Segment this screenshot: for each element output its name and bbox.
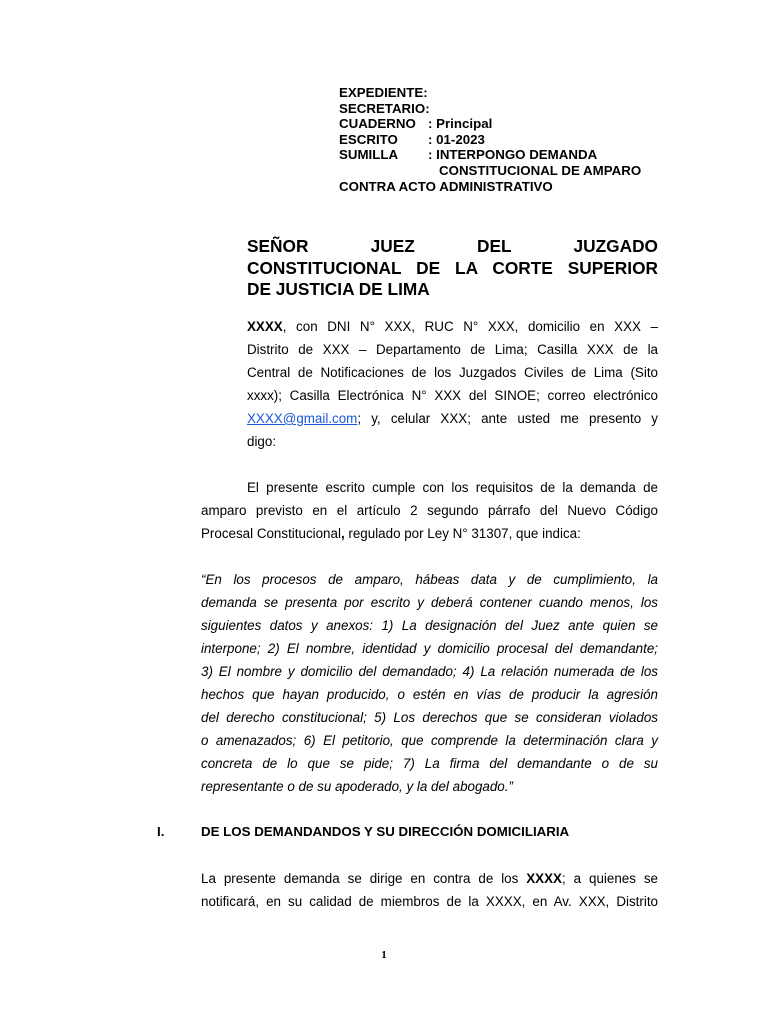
secretario-label: SECRETARIO:	[339, 100, 430, 116]
requisitos-line-3-comma: ,	[340, 526, 345, 541]
expediente-label: EXPEDIENTE:	[339, 85, 428, 100]
cuaderno-label: CUADERNO	[339, 116, 416, 132]
intro-line-2: Distrito de XXX – Departamento de Lima; Casilla XXX de la	[247, 342, 658, 357]
section-body-line-1	[201, 867, 658, 890]
addressee-line-1: SEÑOR JUEZ DEL JUZGADO	[247, 236, 658, 256]
sumilla-continuation-row	[339, 163, 669, 179]
quote-line: hechos que hayan producido, o estén en vías de producir la agresión	[201, 687, 658, 702]
escrito-row	[339, 132, 669, 148]
sumilla-label: SUMILLA	[339, 147, 399, 163]
email-link[interactable]: XXXX@gmail.com	[247, 411, 358, 426]
intro-line-1-text: , con DNI N° XXX, RUC N° XXX, domicilio en XXX –	[282, 319, 658, 334]
quote-line: 3) El nombre y domicilio del demandado; 4) La relación numerada de los	[201, 664, 658, 679]
intro-paragraph	[247, 315, 658, 453]
requisitos-line-1	[201, 476, 658, 499]
addressee-block	[247, 236, 658, 301]
secretario-row	[339, 101, 669, 117]
sumilla-row	[339, 147, 669, 163]
intro-line-6: digo:	[247, 434, 277, 449]
requisitos-line-3-a: Procesal Constitucional	[201, 526, 341, 541]
cuaderno-row	[339, 116, 669, 132]
legal-quote	[201, 568, 658, 798]
quote-line: concreta de lo que se pide; 7) La firma del demandante o de su	[201, 756, 658, 771]
section-body-line-2: notificará, en su calidad de miembros de la XXXX, en Av. XXX, Distrito	[201, 894, 658, 909]
plaintiff-name: XXXX	[247, 319, 283, 334]
intro-line-1	[247, 315, 658, 338]
page-number: 1	[381, 949, 387, 961]
requisitos-line-3-b: regulado por Ley N° 31307, que indica:	[344, 526, 581, 541]
case-header	[339, 85, 669, 194]
sumilla-value-3: CONTRA ACTO ADMINISTRATIVO	[339, 178, 553, 194]
quote-line: demanda se presenta por escrito y deberá contener cuando menos, los	[201, 595, 658, 610]
quote-line: representante o de su apoderado, y la del abogado.”	[201, 779, 513, 794]
section-body-line-1-a: La presente demanda se dirige en contra de los	[201, 871, 527, 886]
section-number: I.	[157, 824, 165, 839]
intro-line-3: Central de Notificaciones de los Juzgados Civiles de Lima (Sito	[247, 365, 658, 380]
quote-line: siguientes datos y anexos: 1) La designación del Juez ante quien se	[201, 618, 658, 633]
sumilla-value-1: : INTERPONGO DEMANDA	[428, 147, 598, 163]
intro-line-5-text: ; y, celular XXX; ante usted me presento y	[357, 411, 658, 426]
escrito-value: : 01-2023	[428, 131, 485, 147]
requisitos-paragraph	[201, 476, 658, 545]
sumilla-value-2: CONSTITUCIONAL DE AMPARO	[439, 162, 642, 178]
requisitos-line-2: amparo previsto en el artículo 2 segundo párrafo del Nuevo Código	[201, 503, 658, 518]
addressee-line-3: DE JUSTICIA DE LIMA	[247, 279, 430, 299]
quote-line: o amenazados; 6) El petitorio, que comprende la determinación clara y	[201, 733, 658, 748]
section-body	[201, 867, 658, 913]
intro-line-4: xxxx); Casilla Electrónica N° XXX del SINOE; correo electrónico	[247, 388, 658, 403]
cuaderno-value: : Principal	[428, 116, 493, 132]
intro-line-5	[247, 407, 658, 430]
quote-line: “En los procesos de amparo, hábeas data y de cumplimiento, la	[201, 572, 658, 587]
defendant-name: XXXX	[526, 871, 562, 886]
requisitos-line-3	[201, 522, 658, 545]
section-title: DE LOS DEMANDANDOS Y SU DIRECCIÓN DOMICILIARIA	[201, 824, 570, 839]
sumilla-continuation-row-2	[339, 179, 669, 195]
escrito-label: ESCRITO	[339, 131, 398, 147]
addressee-line-2: CONSTITUCIONAL DE LA CORTE SUPERIOR	[247, 257, 658, 278]
quote-line: interpone; 2) El nombre, identidad y domicilio procesal del demandante;	[201, 641, 658, 656]
expediente-row	[339, 85, 669, 101]
section-body-line-1-b: ; a quienes se	[561, 871, 658, 886]
requisitos-line-1-text: El presente escrito cumple con los requisitos de la demanda de	[247, 480, 658, 495]
quote-line: del derecho constitucional; 5) Los derechos que se consideran violados	[201, 710, 658, 725]
